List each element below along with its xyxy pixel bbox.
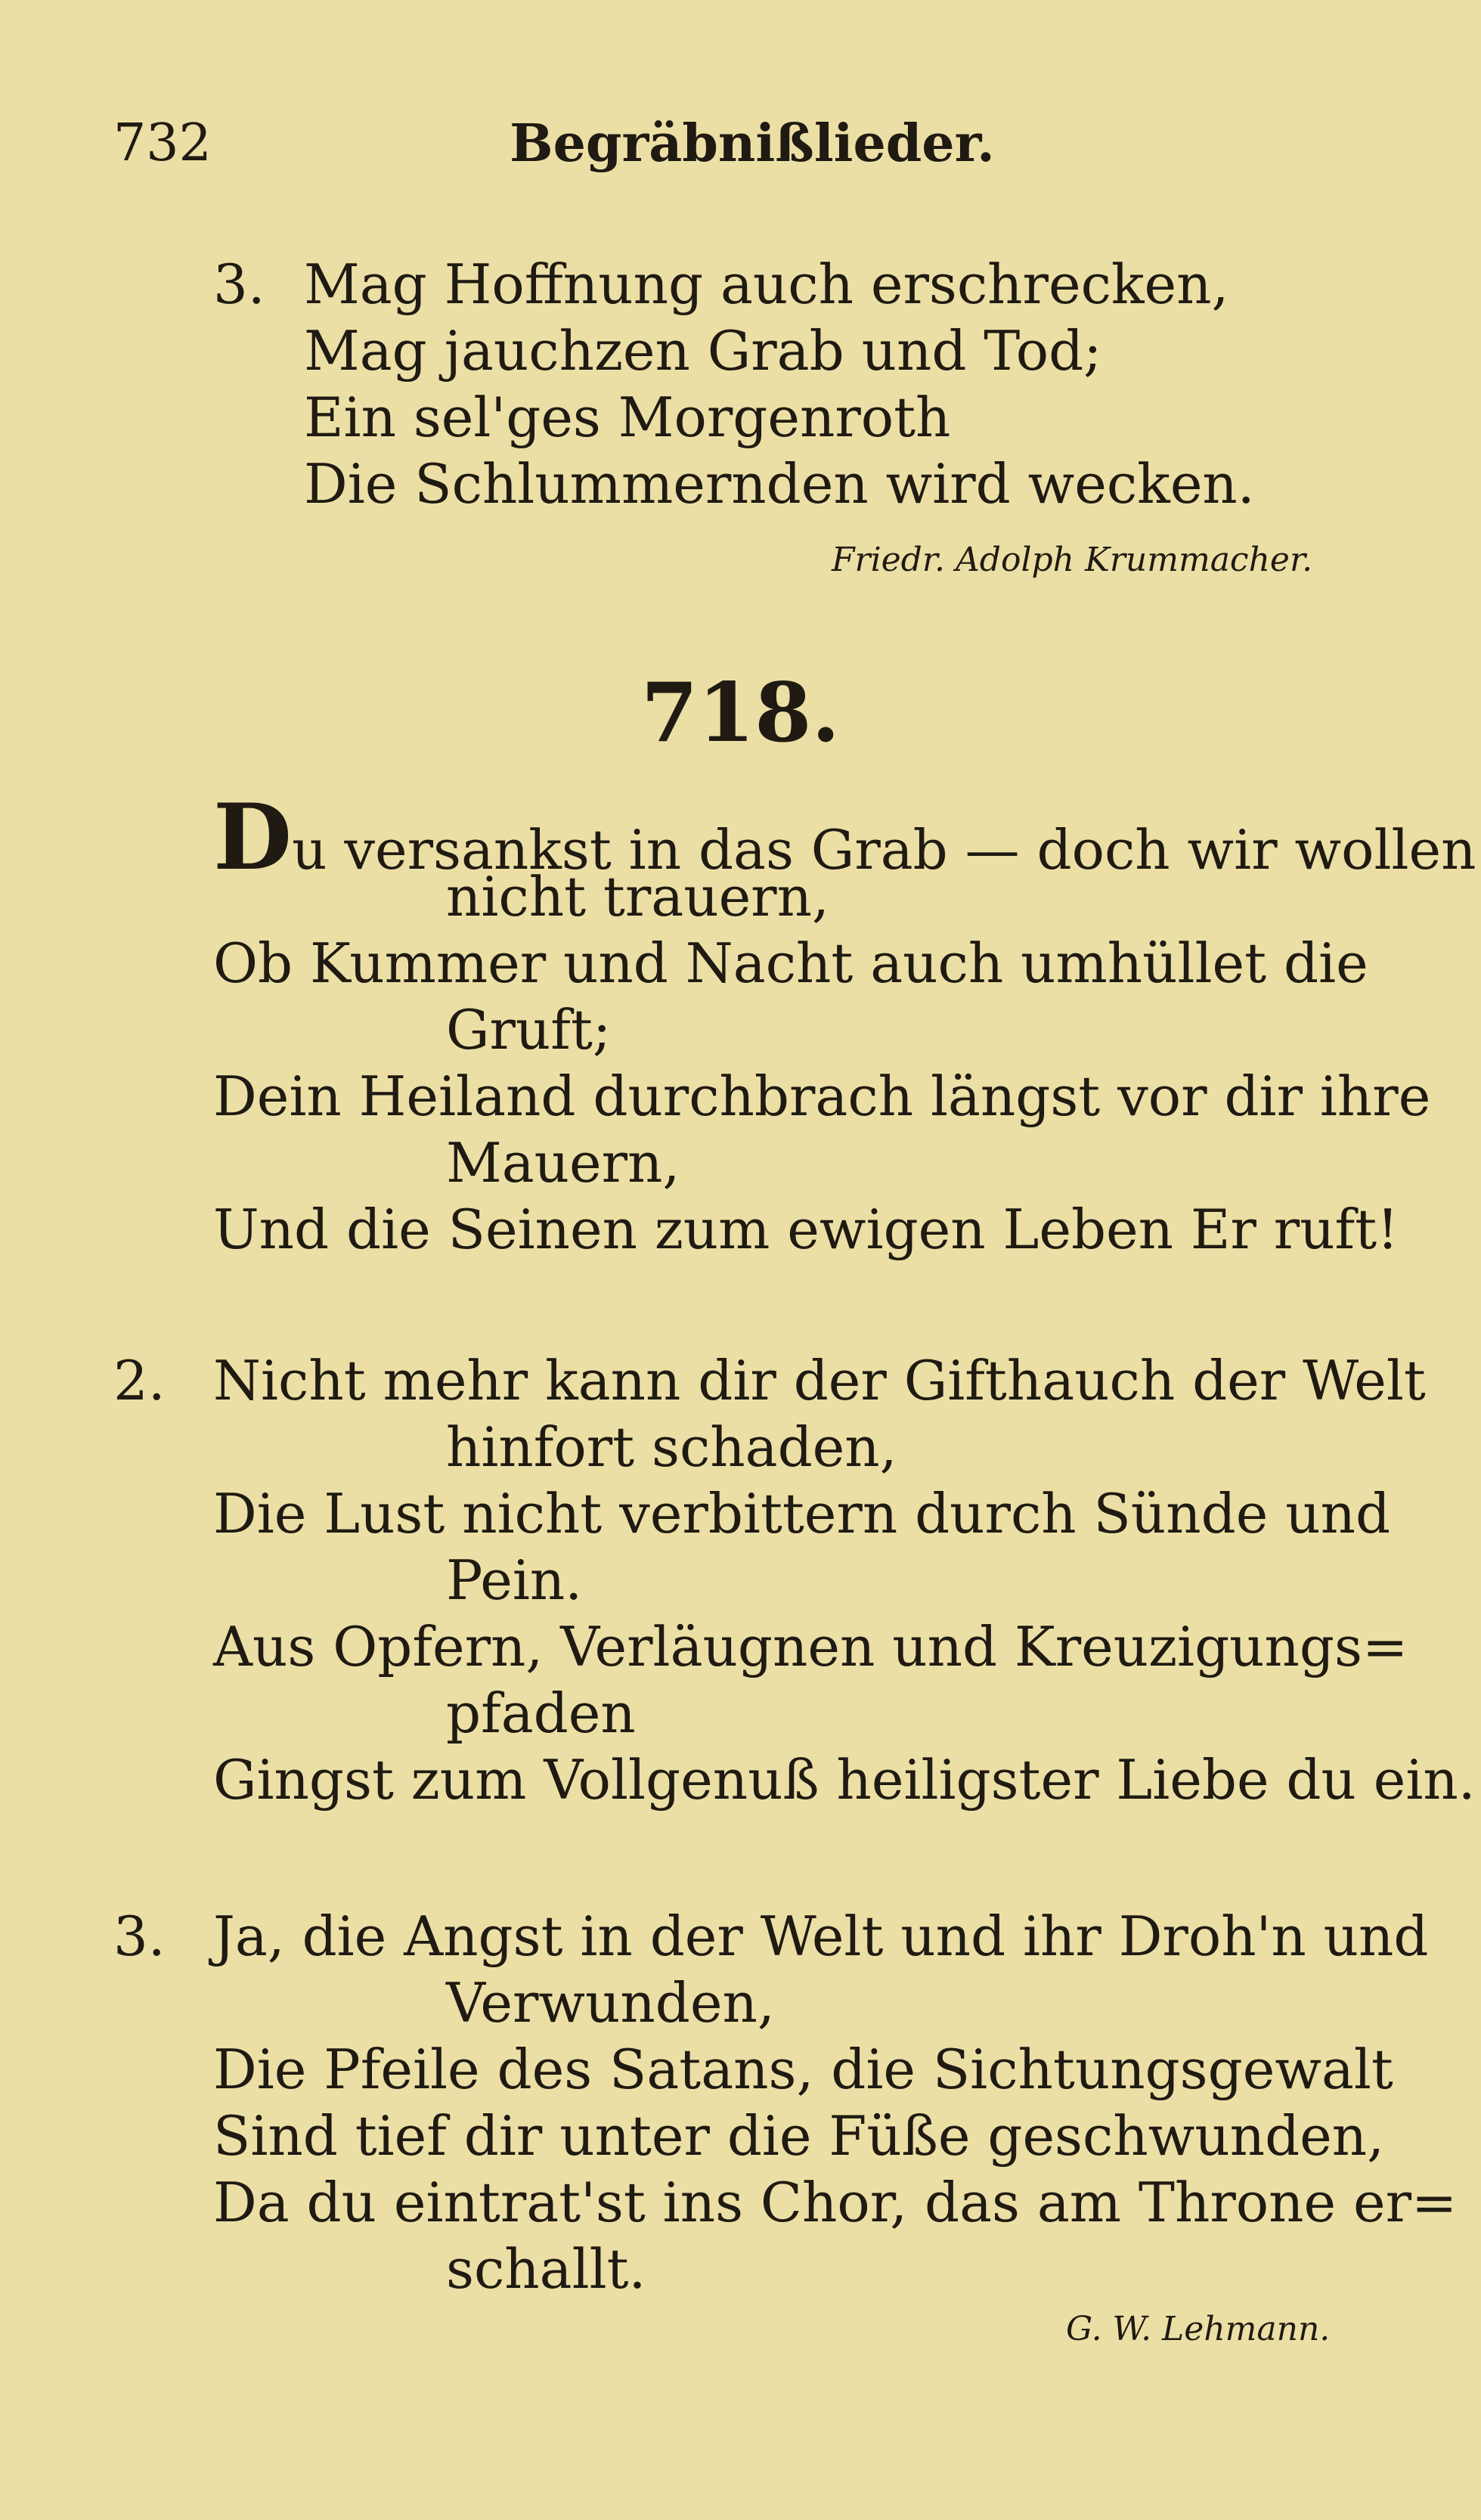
verse-line: nicht trauern, bbox=[446, 865, 829, 928]
drop-cap: D bbox=[213, 784, 293, 891]
verse-line: Die Pfeile des Satans, die Sichtungsgewalt bbox=[213, 2038, 1393, 2101]
verse-line: Mauern, bbox=[446, 1131, 680, 1195]
verse-line: Aus Opfern, Verläugnen und Kreuzigungs= bbox=[213, 1615, 1408, 1678]
page-number: 732 bbox=[113, 113, 212, 173]
verse-line-text: u versankst in das Grab — doch wir wollen bbox=[292, 818, 1476, 882]
verse-line: Dein Heiland durchbrach längst vor dir ihre bbox=[213, 1065, 1431, 1128]
verse-line: schallt. bbox=[446, 2237, 646, 2301]
verse-line: Und die Seinen zum ewigen Leben Er ruft! bbox=[213, 1198, 1399, 1261]
hymn-number: 718. bbox=[640, 665, 841, 761]
prev-verse-line: Mag Hoffnung auch erschrecken, bbox=[304, 253, 1229, 316]
verse-line: hinfort schaden, bbox=[446, 1415, 897, 1479]
verse-line: Pein. bbox=[446, 1548, 583, 1612]
verse-line: Ja, die Angst in der Welt und ihr Droh'n und bbox=[213, 1905, 1429, 1968]
verse-line: pfaden bbox=[446, 1682, 636, 1745]
verse-line: Nicht mehr kann dir der Gifthauch der Welt bbox=[213, 1349, 1426, 1412]
prev-verse-line: Mag jauchzen Grab und Tod; bbox=[304, 319, 1102, 383]
prev-hymn-author: Friedr. Adolph Krummacher. bbox=[832, 541, 1313, 579]
verse-number: 3. bbox=[113, 1905, 166, 1968]
running-title: Begräbnißlieder. bbox=[510, 113, 995, 174]
prev-verse-number: 3. bbox=[213, 253, 265, 316]
prev-verse-line: Ein sel'ges Morgenroth bbox=[304, 386, 951, 449]
verse-line: Die Lust nicht verbittern durch Sünde und bbox=[213, 1482, 1391, 1545]
verse-line: Ob Kummer und Nacht auch umhüllet die bbox=[213, 931, 1368, 995]
verse-number: 2. bbox=[113, 1349, 166, 1412]
verse-line bbox=[213, 784, 1476, 891]
hymn-author: G. W. Lehmann. bbox=[1066, 2310, 1331, 2348]
page-header bbox=[113, 113, 1391, 181]
verse-line: Verwunden, bbox=[446, 1971, 775, 2035]
prev-verse-line: Die Schlummernden wird wecken. bbox=[304, 452, 1255, 516]
verse-line: Sind tief dir unter die Füße geschwunden, bbox=[213, 2104, 1385, 2168]
verse-line: Gruft; bbox=[446, 998, 612, 1062]
verse-line: Da du eintrat'st ins Chor, das am Throne er= bbox=[213, 2171, 1458, 2234]
verse-line: Gingst zum Vollgenuß heiligster Liebe du ein. bbox=[213, 1748, 1476, 1812]
